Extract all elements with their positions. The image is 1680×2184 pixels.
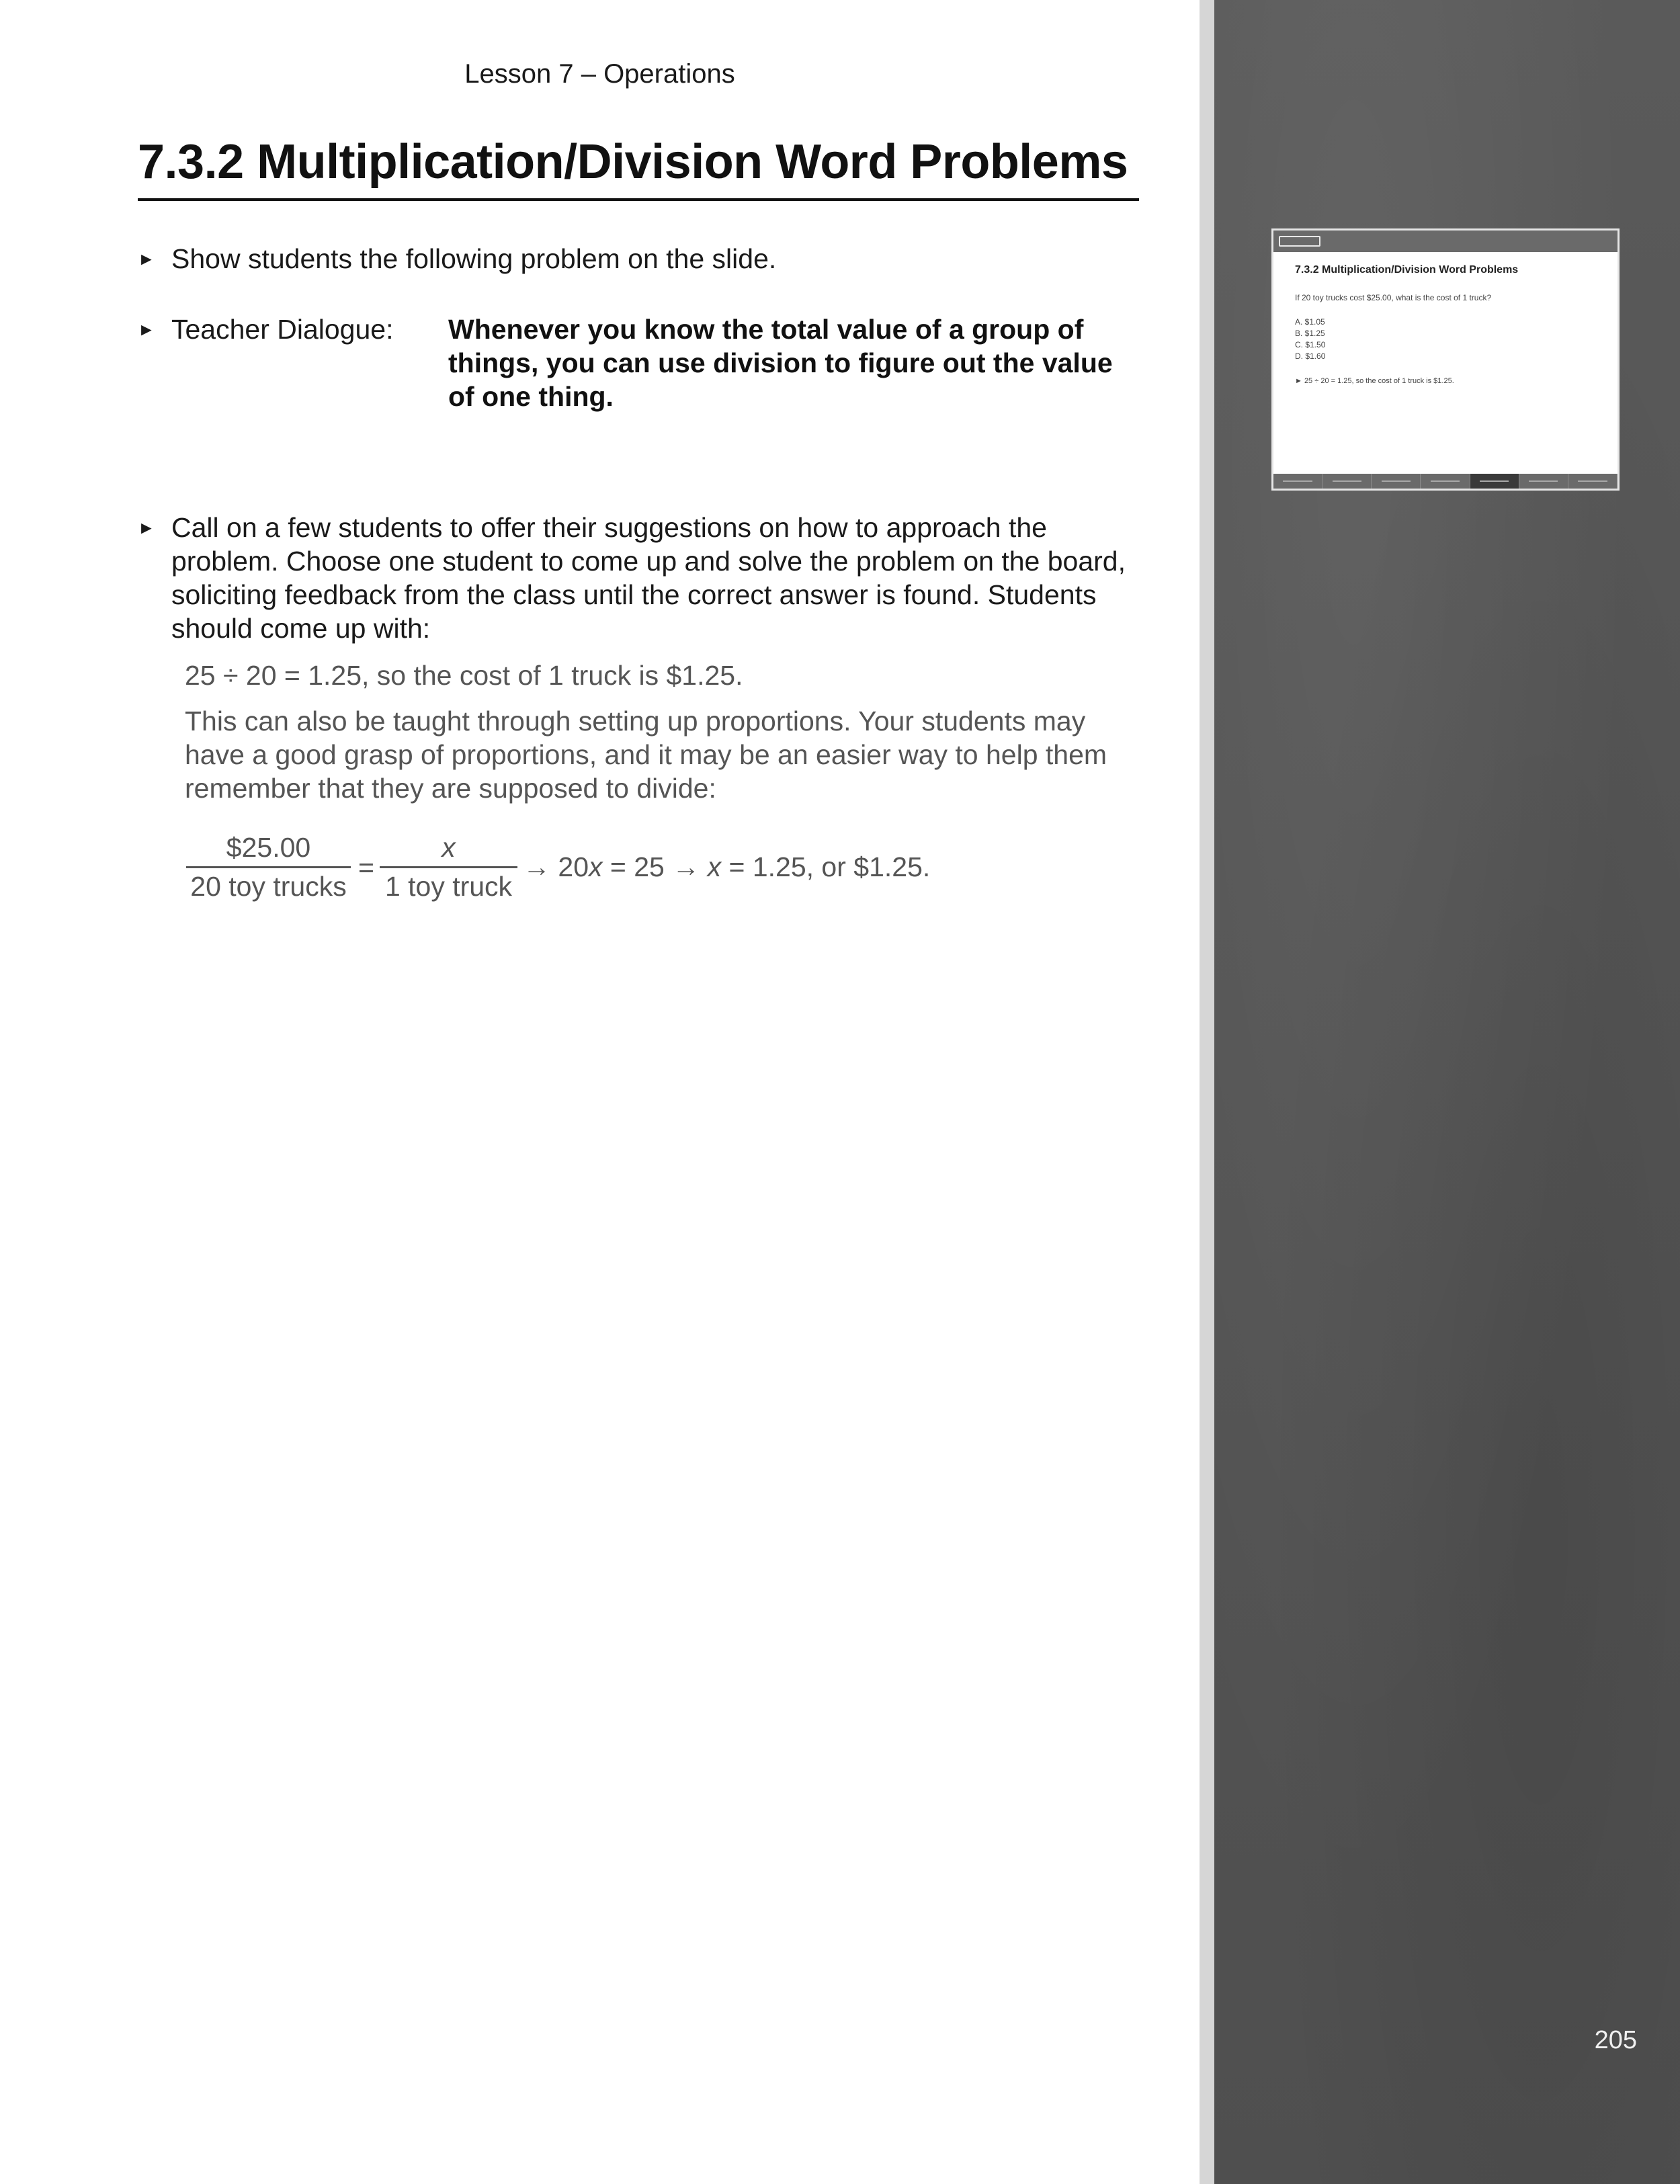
- fraction-numerator: x: [442, 832, 456, 863]
- fraction-numerator: $25.00: [226, 832, 311, 863]
- slide-choices: [1295, 317, 1325, 362]
- section-title: 7.3.2 Multiplication/Division Word Problems: [138, 135, 1128, 189]
- slide-logo-icon: [1279, 236, 1320, 247]
- title-rule: [138, 198, 1139, 201]
- equation-solution: [523, 851, 930, 883]
- bullet-marker-icon: ►: [138, 249, 155, 269]
- slide-thumbnail: [1271, 228, 1620, 491]
- fraction-unit: [380, 832, 517, 902]
- equation-part: → 20: [523, 851, 589, 882]
- slide-nav-segment: [1568, 474, 1618, 489]
- sidebar-divider: [1200, 0, 1214, 2184]
- bullet-text: Call on a few students to offer their suggestions on how to approach the problem. Choose one student to come up and solve the problem on the board, soliciting feedback from the class until the correct answer is found. Students should come up with:: [171, 512, 1126, 644]
- slide-nav-segment-active: [1470, 474, 1519, 489]
- slide-nav-segment: [1421, 474, 1470, 489]
- slide-choice: B. $1.25: [1295, 329, 1325, 338]
- slide-question: If 20 toy trucks cost $25.00, what is the cost of 1 truck?: [1295, 293, 1492, 302]
- dialogue-label: Teacher Dialogue:: [171, 314, 394, 345]
- slide-choice: A. $1.05: [1295, 317, 1325, 327]
- lesson-header: Lesson 7 – Operations: [464, 59, 735, 89]
- slide-nav-segment: [1322, 474, 1372, 489]
- equation-part: = 1.25, or $1.25.: [721, 851, 931, 882]
- equation-variable: x: [589, 851, 603, 882]
- slide-choice: C. $1.50: [1295, 340, 1326, 349]
- slide-header: [1273, 230, 1618, 252]
- slide-nav-bar: [1273, 474, 1618, 489]
- fraction-denominator: 20 toy trucks: [190, 871, 347, 902]
- slide-answer: ► 25 ÷ 20 = 1.25, so the cost of 1 truck is $1.25.: [1295, 377, 1454, 385]
- equals-sign: =: [358, 852, 374, 883]
- equation-variable: x: [707, 851, 722, 882]
- slide-nav-segment: [1519, 474, 1568, 489]
- chalkboard-sidebar: [1214, 0, 1680, 2184]
- slide-nav-segment: [1372, 474, 1421, 489]
- equation-part: = 25 →: [602, 851, 708, 882]
- bullet-text: Show students the following problem on the slide.: [171, 243, 777, 274]
- answer-line: 25 ÷ 20 = 1.25, so the cost of 1 truck is $1.25.: [185, 660, 743, 691]
- proportion-explanation: This can also be taught through setting up proportions. Your students may have a good grasp of proportions, and it may be an easier way to help them remember that they are supposed to divide:: [185, 706, 1107, 804]
- slide-title: 7.3.2 Multiplication/Division Word Problems: [1295, 264, 1519, 276]
- fraction-total: [186, 832, 351, 902]
- dialogue-text: Whenever you know the total value of a group of things, you can use division to figure out the value of one thing.: [448, 314, 1113, 412]
- slide-choice: D. $1.60: [1295, 351, 1326, 361]
- slide-nav-segment: [1273, 474, 1322, 489]
- bullet-marker-icon: ►: [138, 517, 155, 538]
- bullet-marker-icon: ►: [138, 319, 155, 339]
- page-number: 205: [1594, 2026, 1637, 2054]
- fraction-denominator: 1 toy truck: [384, 871, 513, 902]
